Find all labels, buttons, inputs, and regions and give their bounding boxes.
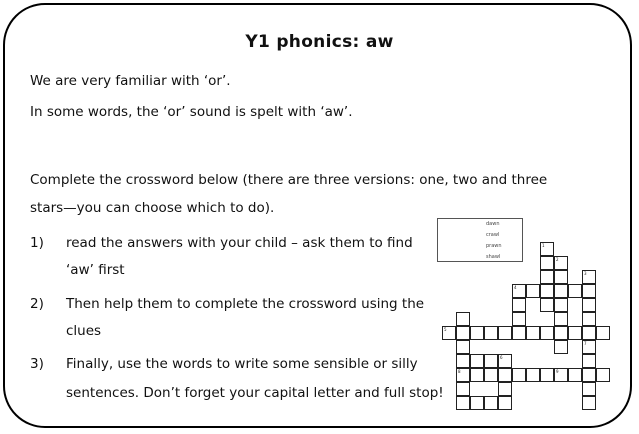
crossword-cell bbox=[554, 298, 568, 312]
crossword-cell bbox=[540, 256, 554, 270]
crossword-cell bbox=[554, 326, 568, 340]
intro-line-1: We are very familiar with ‘or’. bbox=[30, 73, 231, 89]
crossword-cell bbox=[470, 396, 484, 410]
crossword-cell bbox=[470, 368, 484, 382]
crossword-word: shawl bbox=[486, 254, 501, 260]
crossword-cell bbox=[554, 340, 568, 354]
crossword-cell bbox=[582, 284, 596, 298]
crossword-cell bbox=[470, 354, 484, 368]
crossword-clue-number: 3 bbox=[584, 271, 587, 276]
crossword-cell bbox=[484, 354, 498, 368]
crossword-clue-number: 8 bbox=[458, 369, 461, 374]
crossword-cell bbox=[512, 368, 526, 382]
crossword-cell bbox=[512, 298, 526, 312]
crossword-cell bbox=[456, 340, 470, 354]
crossword-cell bbox=[582, 396, 596, 410]
crossword-cell bbox=[456, 368, 470, 382]
crossword-clue-number: 1 bbox=[542, 243, 545, 248]
crossword-cell bbox=[498, 368, 512, 382]
crossword-cell bbox=[470, 326, 484, 340]
crossword-cell bbox=[512, 284, 526, 298]
crossword-clue-number: 6 bbox=[500, 355, 503, 360]
crossword-cell bbox=[554, 284, 568, 298]
crossword-word: crawl bbox=[486, 232, 500, 238]
crossword-thumbnail bbox=[430, 218, 630, 414]
crossword-cell bbox=[512, 326, 526, 340]
crossword-cell bbox=[526, 368, 540, 382]
crossword-cell bbox=[498, 382, 512, 396]
crossword-word: prawn bbox=[486, 243, 502, 249]
step-2-text-line-1: Then help them to complete the crossword using the bbox=[66, 296, 425, 312]
crossword-cell bbox=[582, 354, 596, 368]
crossword-cell bbox=[540, 298, 554, 312]
crossword-cell bbox=[484, 396, 498, 410]
crossword-clue-number: 9 bbox=[556, 369, 559, 374]
crossword-cell bbox=[526, 326, 540, 340]
crossword-cell bbox=[554, 368, 568, 382]
crossword-cell bbox=[568, 368, 582, 382]
instruction-line-1: Complete the crossword below (there are three versions: one, two and three bbox=[30, 172, 548, 188]
crossword-cell bbox=[540, 284, 554, 298]
crossword-cell bbox=[596, 368, 610, 382]
crossword-cell bbox=[498, 396, 512, 410]
crossword-cell bbox=[554, 312, 568, 326]
step-2-text-line-2: clues bbox=[66, 323, 102, 339]
crossword-word: dawn bbox=[486, 221, 500, 227]
crossword-cell bbox=[456, 326, 470, 340]
step-3-text-line-1: Finally, use the words to write some sensible or silly bbox=[66, 356, 418, 372]
step-3-text-line-2: sentences. Don’t forget your capital letter and full stop! bbox=[66, 385, 444, 401]
crossword-cell bbox=[582, 326, 596, 340]
crossword-cell bbox=[456, 354, 470, 368]
intro-line-2: In some words, the ‘or’ sound is spelt with ‘aw’. bbox=[30, 104, 353, 120]
step-1-text-line-1: read the answers with your child – ask them to find bbox=[66, 235, 413, 251]
crossword-cell bbox=[456, 312, 470, 326]
step-1-number: 1) bbox=[30, 235, 44, 251]
crossword-clue-number: 4 bbox=[514, 285, 517, 290]
crossword-cell bbox=[540, 242, 554, 256]
crossword-cell bbox=[456, 396, 470, 410]
crossword-word-list bbox=[437, 218, 523, 262]
step-3-number: 3) bbox=[30, 356, 44, 372]
crossword-cell bbox=[484, 368, 498, 382]
step-2-number: 2) bbox=[30, 296, 44, 312]
crossword-cell bbox=[582, 312, 596, 326]
crossword-cell bbox=[582, 368, 596, 382]
crossword-cell bbox=[582, 340, 596, 354]
crossword-clue-number: 7 bbox=[584, 341, 587, 346]
step-1-text-line-2: ‘aw’ first bbox=[66, 262, 125, 278]
crossword-cell bbox=[540, 368, 554, 382]
crossword-cell bbox=[498, 326, 512, 340]
crossword-cell bbox=[554, 270, 568, 284]
crossword-cell bbox=[484, 326, 498, 340]
crossword-cell bbox=[498, 354, 512, 368]
crossword-cell bbox=[526, 284, 540, 298]
crossword-cell bbox=[568, 284, 582, 298]
instruction-line-2: stars—you can choose which to do). bbox=[30, 200, 275, 216]
crossword-cell bbox=[442, 326, 456, 340]
crossword-clue-number: 5 bbox=[444, 327, 447, 332]
crossword-cell bbox=[456, 382, 470, 396]
crossword-cell bbox=[582, 270, 596, 284]
crossword-cell bbox=[582, 298, 596, 312]
crossword-cell bbox=[596, 326, 610, 340]
crossword-cell bbox=[540, 326, 554, 340]
crossword-cell bbox=[568, 326, 582, 340]
crossword-cell bbox=[540, 270, 554, 284]
crossword-cell bbox=[512, 312, 526, 326]
page-title: Y1 phonics: aw bbox=[245, 32, 394, 52]
crossword-cell bbox=[582, 382, 596, 396]
crossword-cell bbox=[554, 256, 568, 270]
crossword-clue-number: 2 bbox=[556, 257, 559, 262]
